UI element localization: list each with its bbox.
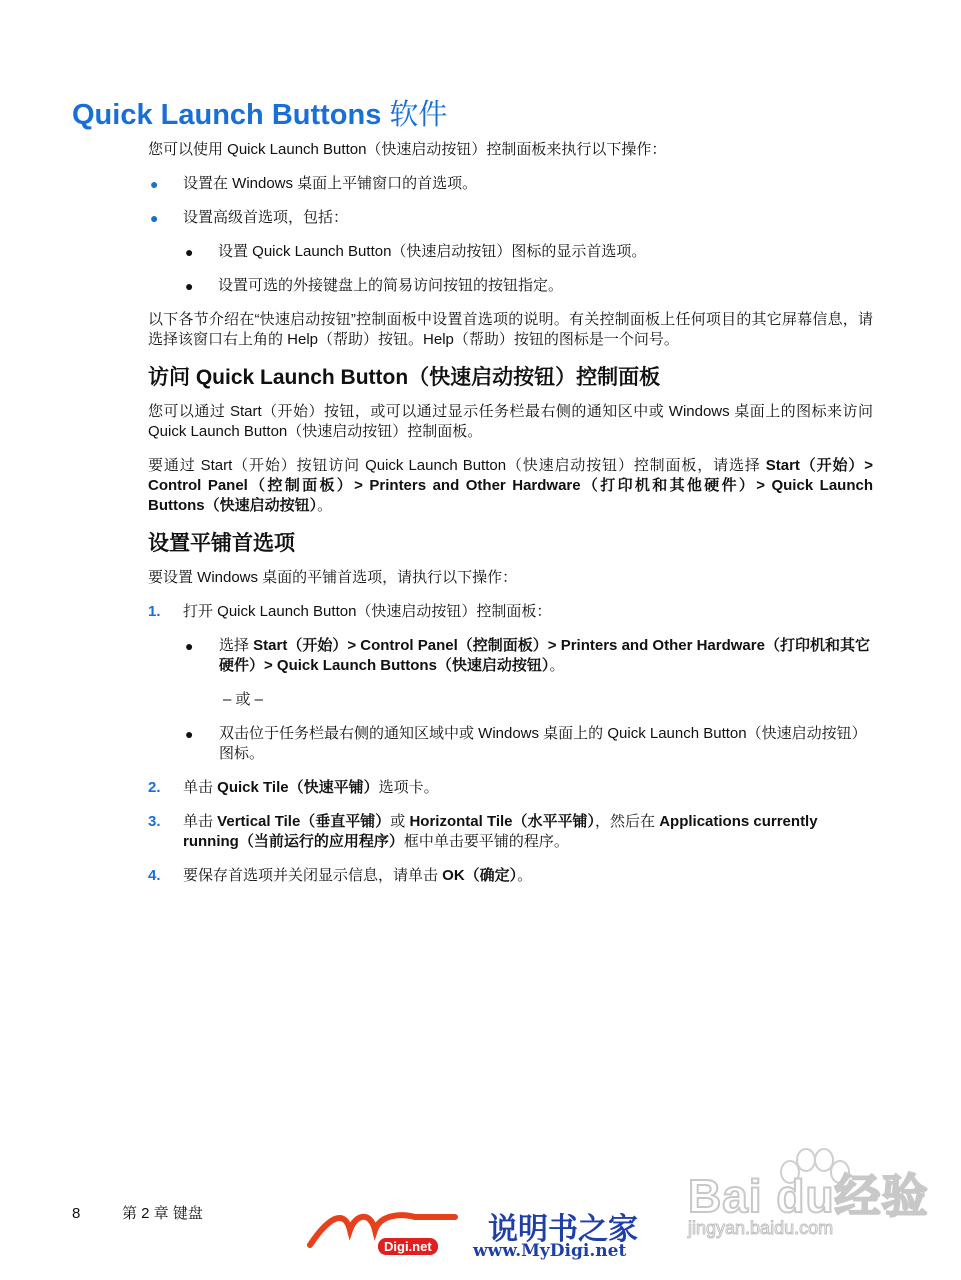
title-cn: 软件 xyxy=(389,99,448,131)
step-number: 1. xyxy=(148,603,161,620)
step-item: 1. 打开 Quick Launch Button（快速启动按钮）控制面板： ● 选择 Start（开始）> Control Panel（控制面板）> Printers and Other Hardware（打印机和其它硬件）> Quick Launch Buttons（快速启动按钮）。 – 或 – ● 双击位于任务栏最右侧的通知区域中或 Windows 桌面上的 Quick Launch Button（快速启动按钮）图标。 xyxy=(148,602,873,764)
title-latin: Quick Launch Buttons xyxy=(72,99,390,131)
step-number: 2. xyxy=(148,779,161,796)
main-content xyxy=(148,140,873,900)
step-number: 3. xyxy=(148,813,161,830)
options-list xyxy=(148,174,873,296)
list-item: ● 设置 Quick Launch Button（快速启动按钮）图标的显示首选项。 xyxy=(185,243,647,260)
bullet-icon: ● xyxy=(185,244,194,260)
step-item: 4. 要保存首选项并关闭显示信息，请单击 OK（确定）。 xyxy=(148,867,533,884)
list-item: ● 设置高级首选项，包括： ● 设置 Quick Launch Button（快速启动按钮）图标的显示首选项。 ● 设置可选的外接键盘上的简易访问按钮的按钮指定。 xyxy=(148,208,873,296)
bullet-icon: ● xyxy=(150,210,159,226)
baidu-watermark-text: Bai du经验 xyxy=(688,1170,929,1222)
mydigi-watermark-url: www.MyDigi.net xyxy=(473,1241,627,1261)
help-paragraph: 以下各节介绍在“快速启动按钮”控制面板中设置首选项的说明。有关控制面板上任何项目的其它屏幕信息，请选择该窗口右上角的 Help（帮助）按钮。Help（帮助）按钮的图标是一个问号。 xyxy=(148,311,873,348)
access-paragraph-1: 您可以通过 Start（开始）按钮，或可以通过显示任务栏最右侧的通知区中或 Windows 桌面上的图标来访问 Quick Launch Button（快速启动按钮）控制面板。 xyxy=(148,403,873,440)
steps-list xyxy=(148,602,873,886)
list-item: ● 设置可选的外接键盘上的简易访问按钮的按钮指定。 xyxy=(185,277,564,294)
bullet-icon: ● xyxy=(185,726,194,742)
access-paragraph-2: 要通过 Start（开始）按钮访问 Quick Launch Button（快速启动按钮）控制面板，请选择 Start（开始）> Control Panel（控制面板）> Printers and Other Hardware（打印机和其他硬件）> Quick Launch Buttons（快速启动按钮）。 xyxy=(148,457,873,514)
step1-sublist-2 xyxy=(183,724,873,764)
bullet-icon: ● xyxy=(185,278,194,294)
advanced-options-list xyxy=(183,242,873,296)
baidu-watermark-url: jingyan.baidu.com xyxy=(688,1218,834,1238)
or-separator: – 或 – xyxy=(223,691,264,708)
step-item: 3. 单击 Vertical Tile（垂直平铺）或 Horizontal Tile（水平平铺），然后在 Applications currently running（当前运行的应用程序）框中单击要平铺的程序。 xyxy=(148,813,818,850)
tile-intro: 要设置 Windows 桌面的平铺首选项，请执行以下操作： xyxy=(148,569,518,586)
list-item: ● 双击位于任务栏最右侧的通知区域中或 Windows 桌面上的 Quick Launch Button（快速启动按钮）图标。 xyxy=(185,725,867,762)
page-title xyxy=(72,92,447,133)
mydigi-badge: Digi.net xyxy=(378,1238,438,1255)
section-heading-tile: 设置平铺首选项 xyxy=(148,532,295,555)
mydigi-watermark-text: 说明书之家 xyxy=(488,1212,638,1247)
page-footer xyxy=(72,1202,203,1223)
list-item: ● 选择 Start（开始）> Control Panel（控制面板）> Printers and Other Hardware（打印机和其它硬件）> Quick Launch Buttons（快速启动按钮）。 xyxy=(185,637,870,674)
chapter-label: 第 2 章 键盘 xyxy=(122,1205,203,1222)
bullet-icon: ● xyxy=(150,176,159,192)
bullet-icon: ● xyxy=(185,638,194,654)
step-number: 4. xyxy=(148,867,161,884)
step-item: 2. 单击 Quick Tile（快速平铺）选项卡。 xyxy=(148,779,439,796)
page-number: 8 xyxy=(72,1205,81,1222)
list-item: ● 设置在 Windows 桌面上平铺窗口的首选项。 xyxy=(150,175,478,192)
intro-paragraph: 您可以使用 Quick Launch Button（快速启动按钮）控制面板来执行以下操作： xyxy=(148,141,667,158)
step1-sublist xyxy=(183,636,873,676)
section-heading-access: 访问 Quick Launch Button（快速启动按钮）控制面板 xyxy=(148,366,661,389)
